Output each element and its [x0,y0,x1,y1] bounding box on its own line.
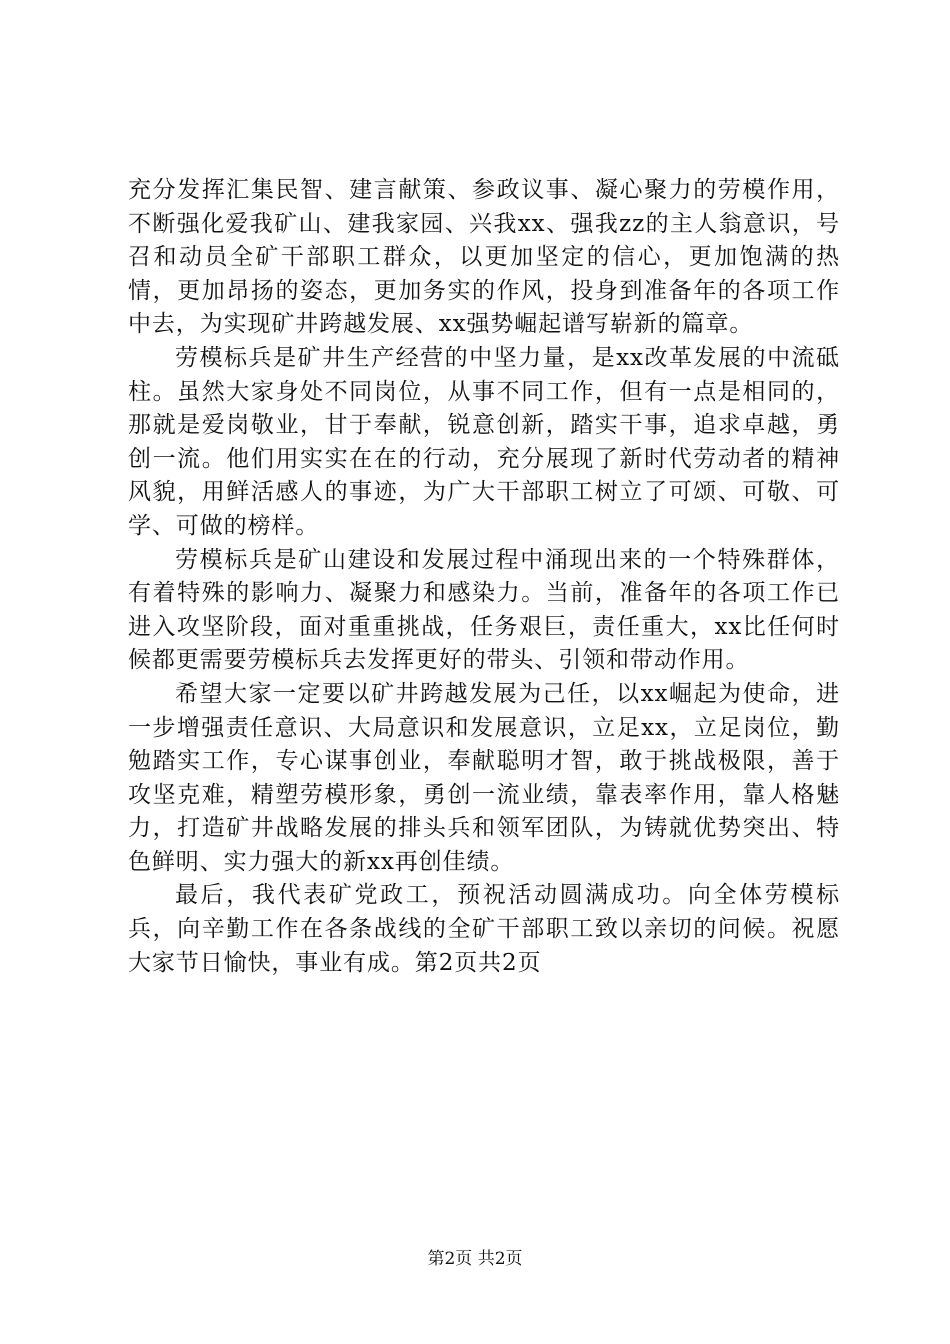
paragraph-4: 希望大家一定要以矿井跨越发展为己任，以xx崛起为使命，进一步增强责任意识、大局意识和发展意识，立足xx，立足岗位，勤勉踏实工作，专心谋事创业，奉献聪明才智，敢于挑战极限，善于攻坚克难，精塑劳模形象，勇创一流业绩，靠表率作用，靠人格魅力，打造矿井战略发展的排头兵和领军团队，为铸就优势突出、特色鲜明、实力强大的新xx再创佳绩。 [128,680,840,875]
page-footer: 第2页 共2页 [427,1249,523,1269]
document-body [128,174,840,980]
paragraph-1: 充分发挥汇集民智、建言献策、参政议事、凝心聚力的劳模作用，不断强化爱我矿山、建我家园、兴我xx、强我zz的主人翁意识，号召和动员全矿干部职工群众，以更加坚定的信心，更加饱满的热情，更加昂扬的姿态，更加务实的作风，投身到准备年的各项工作中去，为实现矿井跨越发展、xx强势崛起谱写崭新的篇章。 [128,177,840,338]
paragraph-5: 最后，我代表矿党政工，预祝活动圆满成功。向全体劳模标兵，向辛勤工作在各条战线的全矿干部职工致以亲切的问候。祝愿大家节日愉快，事业有成。第2页共2页 [128,882,840,976]
paragraph-2: 劳模标兵是矿井生产经营的中坚力量，是xx改革发展的中流砥柱。虽然大家身处不同岗位，从事不同工作，但有一点是相同的，那就是爱岗敬业，甘于奉献，锐意创新，踏实干事，追求卓越，勇创一流。他们用实实在在的行动，充分展现了新时代劳动者的精神风貌，用鲜活感人的事迹，为广大干部职工树立了可颂、可敬、可学、可做的榜样。 [128,344,840,539]
paragraph-3: 劳模标兵是矿山建设和发展过程中涌现出来的一个特殊群体，有着特殊的影响力、凝聚力和感染力。当前，准备年的各项工作已进入攻坚阶段，面对重重挑战，任务艰巨，责任重大，xx比任何时候都更需要劳模标兵去发挥更好的带头、引领和带动作用。 [128,546,840,674]
